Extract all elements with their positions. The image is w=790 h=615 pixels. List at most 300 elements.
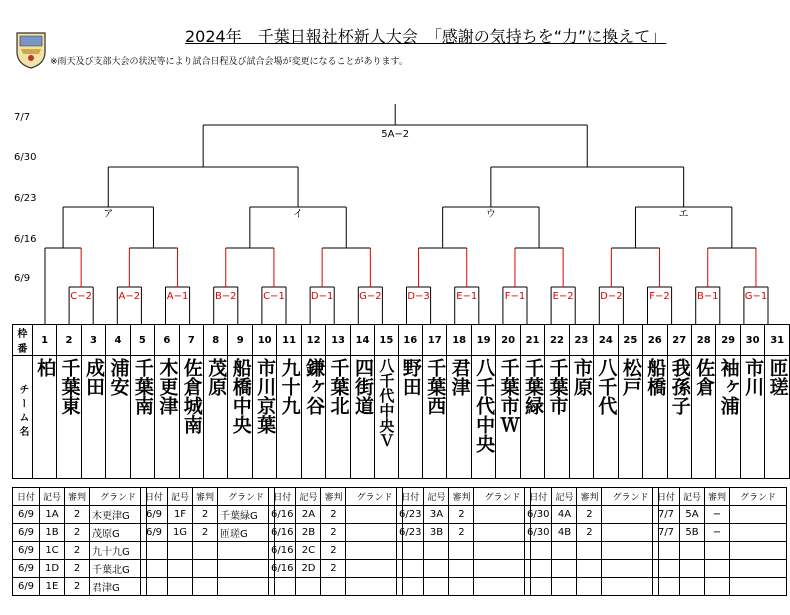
team-cell xyxy=(277,356,301,479)
match-date: 6/9 xyxy=(13,578,40,596)
seed-number: 6 xyxy=(155,325,179,356)
round-date-label: 7/7 xyxy=(14,112,31,123)
match-label: D−2 xyxy=(600,291,623,302)
match-label: G−2 xyxy=(359,291,382,302)
match-date xyxy=(525,542,552,560)
schedule-header: グランド xyxy=(346,488,403,506)
match-ground xyxy=(602,506,659,524)
seed-number: 19 xyxy=(471,325,495,356)
match-referee xyxy=(577,578,602,596)
match-code: 3B xyxy=(424,524,449,542)
match-code xyxy=(168,542,193,560)
seed-number: 31 xyxy=(765,325,790,356)
block-label: イ xyxy=(293,209,304,220)
schedule-row xyxy=(653,578,787,596)
match-ground: 匝瑳G xyxy=(218,524,275,542)
schedule-row xyxy=(525,542,659,560)
match-code: 1B xyxy=(40,524,65,542)
schedule-row xyxy=(269,560,403,578)
team-name: 我孫子 xyxy=(668,358,691,415)
schedule-header: グランド xyxy=(474,488,531,506)
match-label: E−2 xyxy=(552,291,574,302)
match-code xyxy=(424,542,449,560)
seed-number: 15 xyxy=(375,325,398,356)
round-date-label: 6/23 xyxy=(14,193,37,204)
match-referee xyxy=(577,560,602,578)
team-cell xyxy=(130,356,154,479)
seed-number: 23 xyxy=(569,325,593,356)
schedule-row xyxy=(653,524,787,542)
team-name: 野田 xyxy=(399,358,422,396)
match-referee: 2 xyxy=(449,524,474,542)
schedule-header: 記号 xyxy=(40,488,65,506)
round-date-label: 6/30 xyxy=(14,152,37,163)
schedule-header: 記号 xyxy=(424,488,449,506)
team-name: 九十九 xyxy=(278,358,301,415)
match-date xyxy=(141,560,168,578)
match-code: 5B xyxy=(680,524,705,542)
page-title: 2024年 千葉日報社杯新人大会 「感謝の気持ちを“力”に換えて」 xyxy=(185,27,667,46)
match-date xyxy=(653,542,680,560)
match-code: 1G xyxy=(168,524,193,542)
schedule-table xyxy=(524,487,659,596)
schedule-header: 記号 xyxy=(552,488,577,506)
schedule-row xyxy=(397,506,531,524)
schedule-header: 日付 xyxy=(141,488,168,506)
match-referee: 2 xyxy=(577,506,602,524)
match-date xyxy=(397,560,424,578)
seed-number: 7 xyxy=(179,325,203,356)
team-name: 八千代中央Ｖ xyxy=(377,358,396,448)
schedule-header: 審判 xyxy=(577,488,602,506)
schedule-header: 審判 xyxy=(705,488,730,506)
schedule-row xyxy=(141,578,275,596)
match-code: 1E xyxy=(40,578,65,596)
schedule-header: グランド xyxy=(218,488,275,506)
schedule-header: 記号 xyxy=(168,488,193,506)
match-code: 1F xyxy=(168,506,193,524)
schedule-header: 日付 xyxy=(397,488,424,506)
match-referee xyxy=(449,578,474,596)
match-label: G−1 xyxy=(744,291,768,302)
match-date xyxy=(141,578,168,596)
match-ground xyxy=(474,524,531,542)
team-cell xyxy=(326,356,350,479)
match-date: 6/9 xyxy=(13,542,40,560)
match-referee: 2 xyxy=(193,524,218,542)
team-name: 茂原 xyxy=(205,358,228,396)
schedule-row xyxy=(525,578,659,596)
schedule-row xyxy=(397,542,531,560)
match-ground: 千葉北G xyxy=(90,560,147,578)
match-date xyxy=(397,542,424,560)
team-name: 八千代 xyxy=(595,358,618,415)
match-ground xyxy=(474,542,531,560)
team-cell xyxy=(228,356,252,479)
association-logo xyxy=(14,30,48,70)
match-date xyxy=(397,578,424,596)
match-code: 5A xyxy=(680,506,705,524)
team-cell xyxy=(594,356,618,479)
schedule-row xyxy=(397,560,531,578)
team-cell xyxy=(422,356,446,479)
schedule-row xyxy=(13,542,147,560)
match-date: 7/7 xyxy=(653,524,680,542)
seed-number: 13 xyxy=(326,325,350,356)
match-date: 6/16 xyxy=(269,524,296,542)
match-ground xyxy=(346,578,403,596)
match-code: 1C xyxy=(40,542,65,560)
team-cell xyxy=(765,356,790,479)
match-referee xyxy=(705,560,730,578)
match-referee: 2 xyxy=(321,542,346,560)
schedule-header: グランド xyxy=(730,488,787,506)
match-referee: − xyxy=(705,506,730,524)
match-code xyxy=(424,578,449,596)
team-name: 市川 xyxy=(742,358,765,396)
schedule-row xyxy=(13,560,147,578)
team-cell xyxy=(447,356,471,479)
schedule-row xyxy=(269,578,403,596)
match-ground: 君津G xyxy=(90,578,147,596)
match-label: B−2 xyxy=(214,291,237,302)
seed-number: 3 xyxy=(81,325,105,356)
schedule-row xyxy=(525,524,659,542)
schedule-row xyxy=(653,506,787,524)
seed-number: 5 xyxy=(130,325,154,356)
seed-number: 28 xyxy=(691,325,715,356)
team-cell xyxy=(716,356,740,479)
team-cell xyxy=(252,356,276,479)
team-cell xyxy=(81,356,105,479)
team-name: 佐倉城南 xyxy=(180,358,203,434)
match-referee: 2 xyxy=(65,578,90,596)
match-label: A−1 xyxy=(166,291,189,302)
seed-number: 12 xyxy=(301,325,325,356)
match-referee xyxy=(321,578,346,596)
match-date: 6/16 xyxy=(269,542,296,560)
match-code: 1D xyxy=(40,560,65,578)
schedule-header: 記号 xyxy=(680,488,705,506)
team-name: 松戸 xyxy=(619,358,642,396)
schedule-note: ※雨天及び支部大会の状況等により試合日程及び試合会場が変更になることがあります。 xyxy=(50,57,408,67)
schedule-table xyxy=(12,487,147,596)
team-name: 千葉緑 xyxy=(522,358,545,415)
match-label: F−2 xyxy=(649,291,670,302)
team-name: 船橋中央 xyxy=(229,358,252,434)
match-date: 6/9 xyxy=(141,506,168,524)
match-ground xyxy=(474,560,531,578)
team-cell xyxy=(32,356,56,479)
match-code: 4B xyxy=(552,524,577,542)
match-ground xyxy=(346,506,403,524)
schedule-header: グランド xyxy=(602,488,659,506)
match-referee: − xyxy=(705,524,730,542)
seed-number: 30 xyxy=(740,325,764,356)
match-referee: 2 xyxy=(65,524,90,542)
team-cell xyxy=(569,356,593,479)
team-header: チーム名 xyxy=(16,384,28,440)
block-label: エ xyxy=(678,209,689,220)
match-date: 6/30 xyxy=(525,506,552,524)
schedule-row xyxy=(525,506,659,524)
schedule-header: 審判 xyxy=(321,488,346,506)
team-cell xyxy=(691,356,715,479)
schedule-row xyxy=(13,524,147,542)
block-label: ウ xyxy=(485,209,496,220)
schedule-row xyxy=(653,542,787,560)
seed-number: 27 xyxy=(667,325,691,356)
team-name: 船橋 xyxy=(644,358,667,396)
schedule-table xyxy=(268,487,403,596)
final-label: 5A−2 xyxy=(381,129,410,140)
match-ground: 茂原G xyxy=(90,524,147,542)
match-code xyxy=(680,578,705,596)
schedule-row xyxy=(397,578,531,596)
schedule-table xyxy=(396,487,531,596)
schedule-header: 日付 xyxy=(13,488,40,506)
team-name: 千葉東 xyxy=(58,358,81,415)
seed-number: 9 xyxy=(228,325,252,356)
match-ground xyxy=(218,542,275,560)
match-date: 6/16 xyxy=(269,506,296,524)
match-date xyxy=(525,560,552,578)
schedule-row xyxy=(269,542,403,560)
match-referee xyxy=(705,578,730,596)
seed-number: 26 xyxy=(643,325,667,356)
match-date: 6/9 xyxy=(13,524,40,542)
team-cell xyxy=(106,356,130,479)
seed-number: 21 xyxy=(520,325,544,356)
seed-number: 11 xyxy=(277,325,301,356)
team-cell xyxy=(520,356,544,479)
seed-number: 8 xyxy=(204,325,228,356)
team-header-cell xyxy=(13,356,33,479)
match-code xyxy=(680,542,705,560)
match-referee: 2 xyxy=(65,506,90,524)
team-cell xyxy=(155,356,179,479)
match-ground: 千葉緑G xyxy=(218,506,275,524)
match-label: A−2 xyxy=(118,291,141,302)
schedule-header: 審判 xyxy=(65,488,90,506)
team-cell xyxy=(375,356,398,479)
seed-number: 10 xyxy=(252,325,276,356)
match-code xyxy=(168,560,193,578)
match-ground xyxy=(474,506,531,524)
team-cell xyxy=(301,356,325,479)
match-ground xyxy=(218,560,275,578)
schedule-row xyxy=(141,506,275,524)
match-code: 2A xyxy=(296,506,321,524)
seed-number: 1 xyxy=(32,325,56,356)
round-date-label: 6/9 xyxy=(14,273,31,284)
seed-number: 20 xyxy=(496,325,520,356)
team-name: 佐倉 xyxy=(693,358,716,396)
schedule-header: 日付 xyxy=(525,488,552,506)
schedule-header: 審判 xyxy=(449,488,474,506)
schedule-row xyxy=(525,560,659,578)
schedule-table xyxy=(652,487,787,596)
match-ground xyxy=(730,524,787,542)
schedule-row xyxy=(13,506,147,524)
team-name: 匝瑳 xyxy=(766,358,789,396)
seed-header: 枠番 xyxy=(13,325,33,356)
schedule-header: 審判 xyxy=(193,488,218,506)
match-label: C−1 xyxy=(263,291,285,302)
team-name: 千葉南 xyxy=(131,358,154,415)
team-name: 千葉市 xyxy=(546,358,569,415)
seed-number: 4 xyxy=(106,325,130,356)
round-date-label: 6/16 xyxy=(14,234,37,245)
match-code xyxy=(552,578,577,596)
match-code: 1A xyxy=(40,506,65,524)
match-label: E−1 xyxy=(456,291,478,302)
match-ground xyxy=(346,524,403,542)
match-ground: 九十九G xyxy=(90,542,147,560)
team-name: 袖ヶ浦 xyxy=(717,358,740,415)
match-ground xyxy=(474,578,531,596)
team-name: 千葉北 xyxy=(327,358,350,415)
match-date xyxy=(653,578,680,596)
match-referee: 2 xyxy=(449,506,474,524)
match-label: C−2 xyxy=(70,291,93,302)
schedule-row xyxy=(141,542,275,560)
match-referee: 2 xyxy=(65,542,90,560)
team-cell xyxy=(57,356,81,479)
match-ground xyxy=(730,542,787,560)
team-cell xyxy=(667,356,691,479)
schedule-header: 記号 xyxy=(296,488,321,506)
match-code xyxy=(552,560,577,578)
match-referee: 2 xyxy=(193,506,218,524)
match-ground xyxy=(218,578,275,596)
match-code: 4A xyxy=(552,506,577,524)
team-cell xyxy=(496,356,520,479)
match-ground xyxy=(346,542,403,560)
match-code: 3A xyxy=(424,506,449,524)
match-date xyxy=(525,578,552,596)
match-date: 7/7 xyxy=(653,506,680,524)
match-date: 6/23 xyxy=(397,506,424,524)
match-label: D−1 xyxy=(310,291,334,302)
team-name: 四街道 xyxy=(351,358,374,415)
schedule-row xyxy=(141,524,275,542)
match-referee xyxy=(193,578,218,596)
match-code: 2C xyxy=(296,542,321,560)
match-ground xyxy=(346,560,403,578)
team-name: 八千代中央 xyxy=(473,358,496,453)
seed-number: 2 xyxy=(57,325,81,356)
match-ground xyxy=(602,542,659,560)
team-cell xyxy=(398,356,422,479)
schedule-row xyxy=(269,524,403,542)
match-date: 6/23 xyxy=(397,524,424,542)
team-name: 浦安 xyxy=(107,358,130,396)
schedule-row xyxy=(397,524,531,542)
schedule-header: 日付 xyxy=(269,488,296,506)
match-referee: 2 xyxy=(65,560,90,578)
match-date: 6/9 xyxy=(141,524,168,542)
seed-number: 22 xyxy=(545,325,569,356)
schedule-table xyxy=(140,487,275,596)
match-date: 6/30 xyxy=(525,524,552,542)
match-referee: 2 xyxy=(321,560,346,578)
match-referee xyxy=(193,542,218,560)
team-name: 市原 xyxy=(570,358,593,396)
team-cell xyxy=(740,356,764,479)
match-referee xyxy=(705,542,730,560)
match-code xyxy=(296,578,321,596)
schedule-row xyxy=(141,560,275,578)
match-code: 2D xyxy=(296,560,321,578)
match-label: B−1 xyxy=(696,291,719,302)
schedule-row xyxy=(13,578,147,596)
team-name: 柏 xyxy=(34,358,57,377)
team-cell xyxy=(618,356,642,479)
schedule-row xyxy=(269,506,403,524)
seed-number: 29 xyxy=(716,325,740,356)
match-referee xyxy=(449,542,474,560)
team-cell xyxy=(643,356,667,479)
match-referee xyxy=(449,560,474,578)
team-name: 鎌ヶ谷 xyxy=(303,358,326,415)
team-name: 千葉西 xyxy=(424,358,447,415)
seed-number: 24 xyxy=(594,325,618,356)
team-seed-table xyxy=(12,324,790,479)
match-referee xyxy=(193,560,218,578)
match-ground xyxy=(730,578,787,596)
match-label: F−1 xyxy=(504,291,526,302)
schedule-header: 日付 xyxy=(653,488,680,506)
schedule-row xyxy=(653,560,787,578)
match-ground xyxy=(730,506,787,524)
team-cell xyxy=(179,356,203,479)
seed-number: 14 xyxy=(350,325,374,356)
seed-number: 18 xyxy=(447,325,471,356)
match-code: 2B xyxy=(296,524,321,542)
team-name: 木更津 xyxy=(156,358,179,415)
match-ground xyxy=(602,578,659,596)
match-referee: 2 xyxy=(321,506,346,524)
match-code xyxy=(552,542,577,560)
match-date xyxy=(653,560,680,578)
team-name: 千葉市Ｗ xyxy=(497,358,520,434)
match-referee: 2 xyxy=(321,524,346,542)
team-cell xyxy=(350,356,374,479)
team-name: 君津 xyxy=(448,358,471,396)
team-name: 市川京葉 xyxy=(254,358,277,434)
match-code xyxy=(424,560,449,578)
schedule-header: グランド xyxy=(90,488,147,506)
match-ground: 木更津G xyxy=(90,506,147,524)
match-date xyxy=(269,578,296,596)
match-date: 6/9 xyxy=(13,560,40,578)
block-label: ア xyxy=(103,209,114,220)
seed-number: 16 xyxy=(398,325,422,356)
team-cell xyxy=(545,356,569,479)
match-date: 6/9 xyxy=(13,506,40,524)
match-date xyxy=(141,542,168,560)
match-referee: 2 xyxy=(577,524,602,542)
seed-number: 25 xyxy=(618,325,642,356)
team-name: 成田 xyxy=(82,358,105,396)
match-ground xyxy=(602,560,659,578)
match-ground xyxy=(602,524,659,542)
match-label: D−3 xyxy=(407,291,430,302)
match-ground xyxy=(730,560,787,578)
match-code xyxy=(168,578,193,596)
match-referee xyxy=(577,542,602,560)
